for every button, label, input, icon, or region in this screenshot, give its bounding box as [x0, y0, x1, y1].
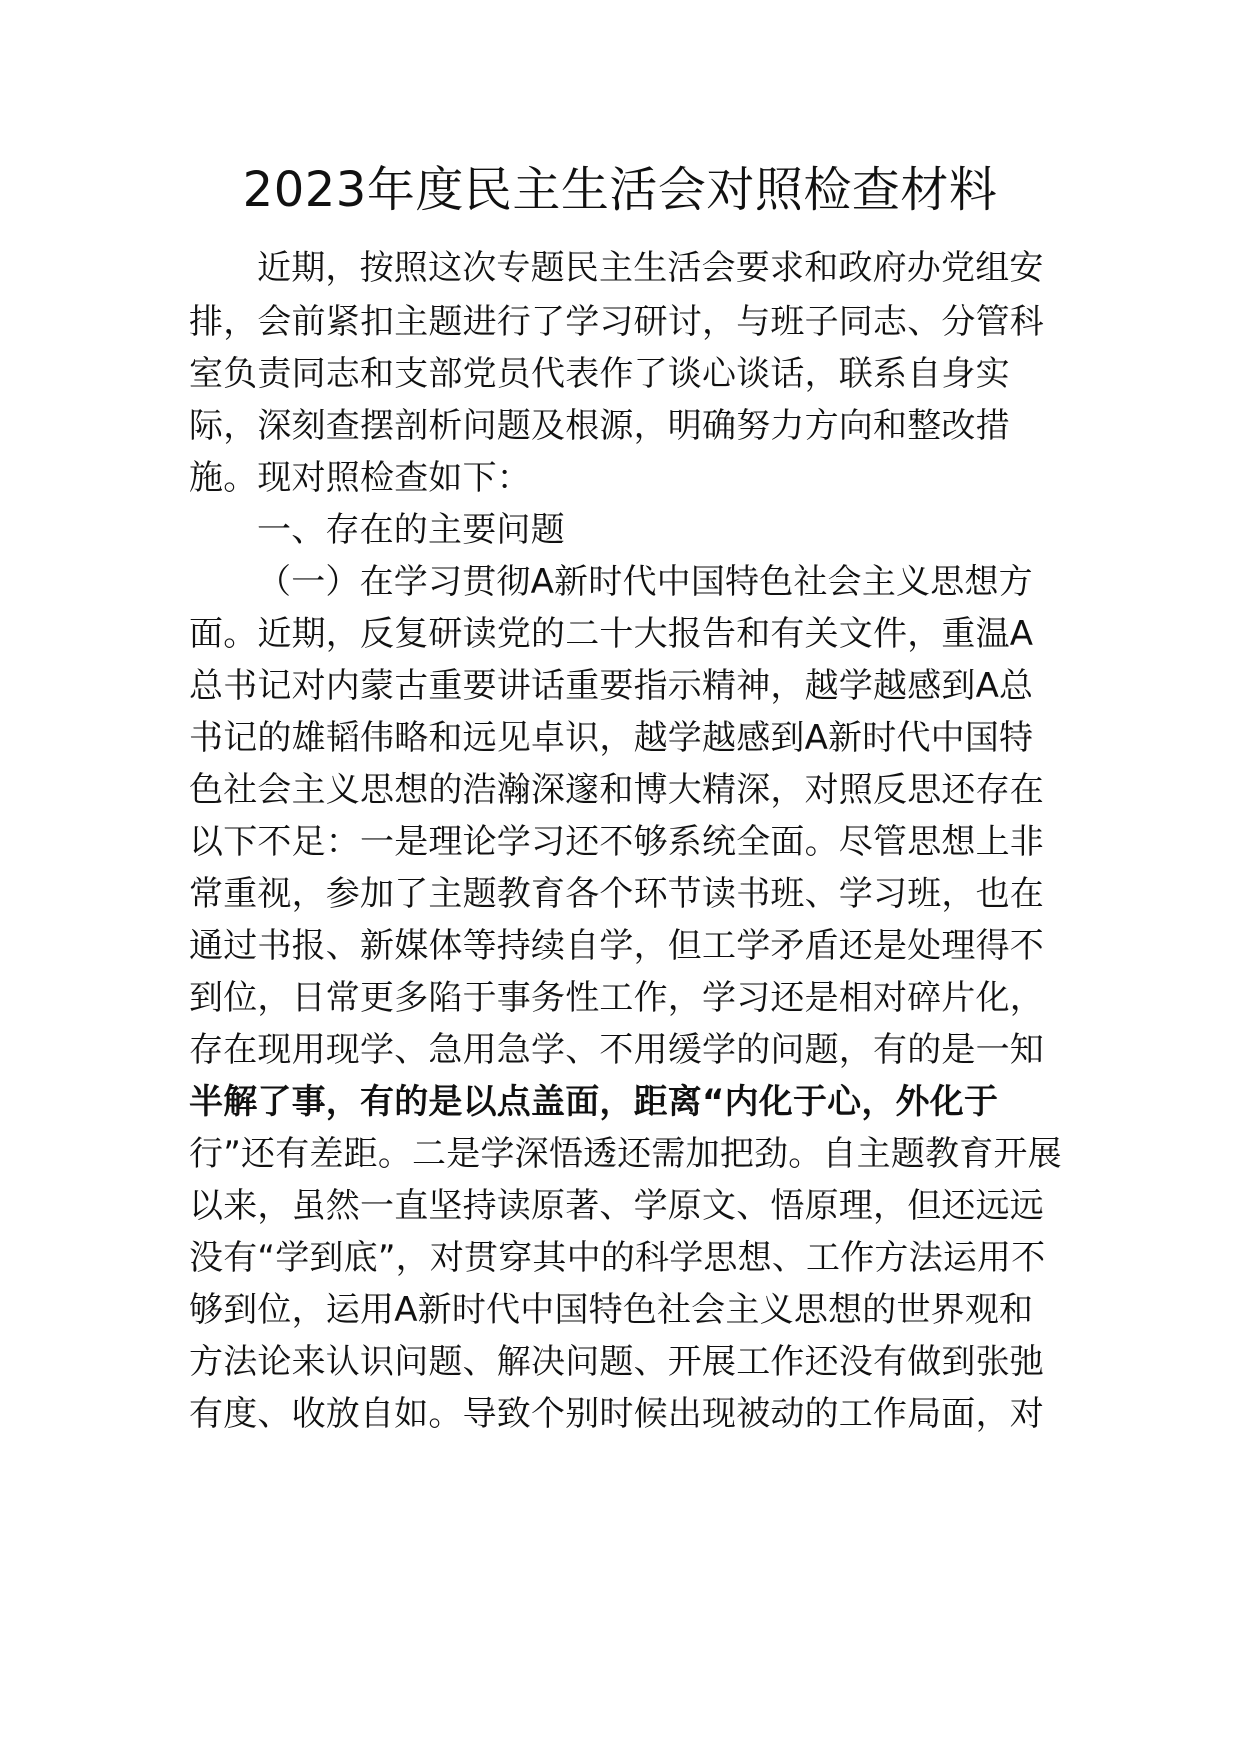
paragraph-line: 通过书报、新媒体等持续自学，但工学矛盾还是处理得不: [189, 926, 1044, 966]
paragraph-line: 总书记对内蒙古重要讲话重要指示精神，越学越感到A总: [189, 666, 1034, 706]
paragraph-line: 书记的雄韬伟略和远见卓识，越学越感到A新时代中国特: [189, 718, 1034, 758]
paragraph-line: 没有“学到底”，对贯穿其中的科学思想、工作方法运用不: [189, 1238, 1046, 1278]
paragraph-line: 际，深刻查摆剖析问题及根源，明确努力方向和整改措: [189, 406, 1010, 446]
paragraph-line: 面。近期，反复研读党的二十大报告和有关文件，重温A: [189, 614, 1034, 654]
paragraph-line: 存在现用现学、急用急学、不用缓学的问题，有的是一知: [189, 1030, 1044, 1070]
subsection-heading: （一）在学习贯彻A新时代中国特色社会主义思想方: [257, 562, 1033, 602]
paragraph-line: 排，会前紧扣主题进行了学习研讨，与班子同志、分管科: [189, 302, 1044, 342]
paragraph-line: 行”还有差距。二是学深悟透还需加把劲。自主题教育开展: [189, 1134, 1062, 1174]
paragraph-line: 施。现对照检查如下：: [189, 458, 531, 498]
paragraph-line: 有度、收放自如。导致个别时候出现被动的工作局面，对: [189, 1394, 1044, 1434]
paragraph-line: 方法论来认识问题、解决问题、开展工作还没有做到张弛: [189, 1342, 1044, 1382]
paragraph-line: 半解了事，有的是以点盖面，距离“内化于心，外化于: [189, 1082, 999, 1122]
paragraph-line: 到位，日常更多陷于事务性工作，学习还是相对碎片化，: [189, 978, 1044, 1018]
document-title: 2023年度民主生活会对照检查材料: [242, 162, 998, 218]
paragraph-line: 色社会主义思想的浩瀚深邃和博大精深，对照反思还存在: [189, 770, 1044, 810]
paragraph-line: 近期，按照这次专题民主生活会要求和政府办党组安: [257, 248, 1044, 288]
paragraph-line: 以来，虽然一直坚持读原著、学原文、悟原理，但还远远: [189, 1186, 1044, 1226]
paragraph-line: 以下不足：一是理论学习还不够系统全面。尽管思想上非: [189, 822, 1044, 862]
section-heading: 一、存在的主要问题: [257, 510, 565, 550]
paragraph-line: 够到位，运用A新时代中国特色社会主义思想的世界观和: [189, 1290, 1034, 1330]
paragraph-line: 常重视，参加了主题教育各个环节读书班、学习班，也在: [189, 874, 1044, 914]
paragraph-line: 室负责同志和支部党员代表作了谈心谈话，联系自身实: [189, 354, 1010, 394]
